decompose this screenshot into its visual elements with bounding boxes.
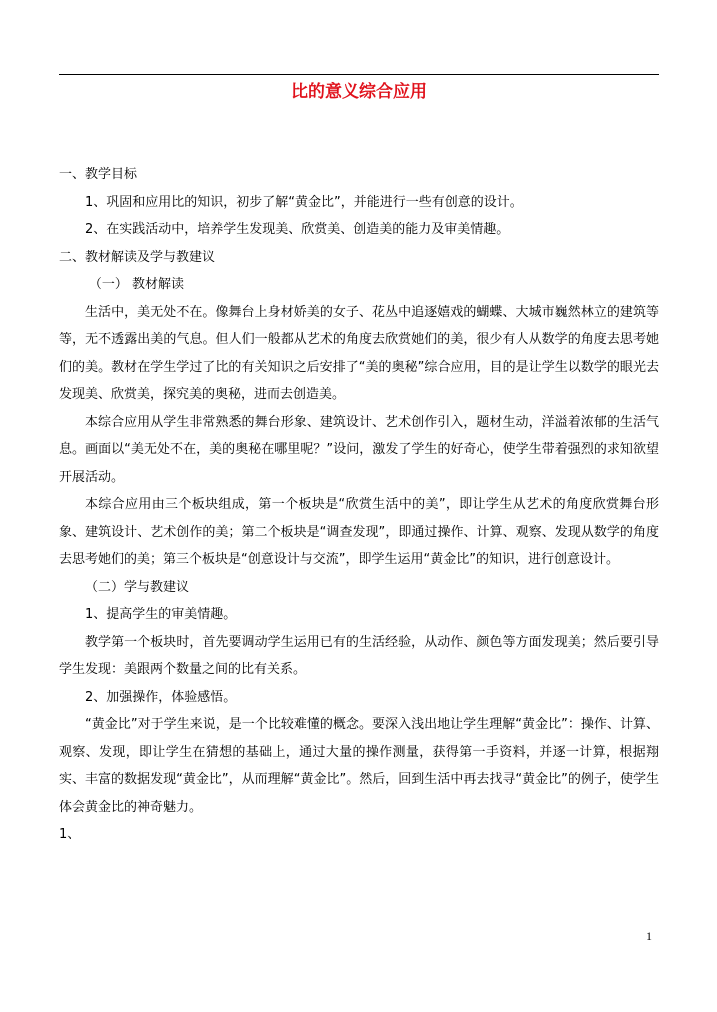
document-body xyxy=(59,161,659,849)
paragraph-golden-ratio: “黄金比”对于学生来说，是一个比较难懂的概念。要深入浅出地让学生理解“黄金比”：操作、计算、观察、发现，即让学生在猜想的基础上，通过大量的操作测量，获得第一手资料，并逐一计算，根据翔实、丰富的数据发现“黄金比”，从而理解“黄金比”。然后，回到生活中再去找寻“黄金比”的例子，使学生体会黄金比的神奇魅力。 xyxy=(59,717,659,815)
section-heading-material-analysis: 二、教材解读及学与教建议 xyxy=(59,249,216,265)
goal-item-2: 2、在实践活动中，培养学生发现美、欣赏美、创造美的能力及审美情趣。 xyxy=(85,222,510,237)
paragraph-beauty-in-life: 生活中，美无处不在。像舞台上身材娇美的女子、花丛中追逐嬉戏的蝴蝶、大城市巍然林立的建筑等等，无不透露出美的气息。但人们一般都从艺术的角度去欣赏她们的美，很少有人从数学的角度去思考她们的美。教材在学生学过了比的有关知识之后安排了“美的奥秘”综合应用，目的是让学生以数学的眼光去发现美、欣赏美，探究美的奥秘，进而去创造美。 xyxy=(59,304,659,402)
trailing-list-item: 1、 xyxy=(59,827,81,842)
goal-item-1: 1、巩固和应用比的知识，初步了解“黄金比”，并能进行一些有创意的设计。 xyxy=(85,194,523,210)
paragraph-three-modules: 本综合应用由三个板块组成，第一个板块是“欣赏生活中的美”，即让学生从艺术的角度欣赏舞台形象、建筑设计、艺术创作的美；第二个板块是“调查发现”，即通过操作、计算、观察、发现从数学的角度去思考她们的美；第三个板块是“创意设计与交流”，即学生运用“黄金比”的知识，进行创意设计。 xyxy=(59,497,659,567)
page-number: 1 xyxy=(646,929,652,943)
paragraph-introduction: 本综合应用从学生非常熟悉的舞台形象、建筑设计、艺术创作引入，题材生动，洋溢着浓郁的生活气息。画面以“美无处不在，美的奥秘在哪里呢？”设问，激发了学生的好奇心，使学生带着强烈的求知欲望开展活动。 xyxy=(59,414,659,485)
paragraph-first-module: 教学第一个板块时，首先要调动学生运用已有的生活经验，从动作、颜色等方面发现美；然后要引导学生发现：美跟两个数量之间的比有关系。 xyxy=(59,634,659,677)
header-rule xyxy=(59,74,659,75)
suggestion-item-2: 2、加强操作，体验感悟。 xyxy=(85,689,237,705)
suggestion-item-1: 1、提高学生的审美情趣。 xyxy=(85,607,237,622)
subsection-heading-material-interpretation: （一） 教材解读 xyxy=(88,277,185,292)
subsection-heading-teaching-suggestions: （二）学与教建议 xyxy=(85,579,190,595)
section-heading-teaching-goals: 一、教学目标 xyxy=(59,167,138,182)
document-title: 比的意义综合应用 xyxy=(291,82,427,102)
